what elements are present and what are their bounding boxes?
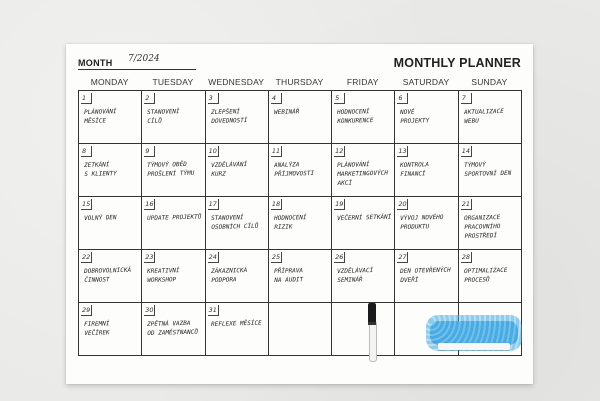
marker-cap bbox=[368, 303, 376, 323]
day-note: REFLEXE MĚSÍCE bbox=[210, 319, 262, 328]
day-cell bbox=[142, 303, 205, 356]
day-note: HODNOCENÍ RIZIK bbox=[273, 214, 307, 231]
day-number: 22 bbox=[82, 253, 91, 261]
day-number: 1 bbox=[81, 93, 92, 104]
day-cell bbox=[206, 91, 269, 144]
weekday-friday: FRIDAY bbox=[346, 77, 379, 87]
marker-ring bbox=[368, 322, 376, 325]
day-note: PLÁNOVÁNÍ MĚSÍCE bbox=[84, 108, 117, 125]
day-cell bbox=[332, 197, 395, 250]
planner-title: MONTHLY PLANNER bbox=[393, 56, 521, 70]
day-number: 28 bbox=[461, 253, 470, 261]
day-number: 11 bbox=[271, 147, 281, 155]
day-note: KREATIVNÍ WORKSHOP bbox=[147, 267, 180, 284]
day-cell bbox=[206, 303, 269, 356]
marker-barrel bbox=[369, 322, 377, 362]
day-note: PŘÍPRAVA NA AUDIT bbox=[273, 267, 304, 284]
day-cell bbox=[332, 250, 395, 303]
day-number: 16 bbox=[145, 200, 154, 208]
day-cell bbox=[206, 144, 269, 197]
day-number: 14 bbox=[461, 147, 470, 155]
day-cell bbox=[79, 91, 142, 144]
day-cell bbox=[269, 197, 332, 250]
day-note: KONTROLA FINANCÍ bbox=[400, 161, 430, 178]
day-number: 6 bbox=[397, 93, 408, 104]
day-note: ORGANIZACE PRACOVNÍHO PROSTŘEDÍ bbox=[463, 214, 501, 240]
day-number: 25 bbox=[271, 253, 281, 261]
day-number: 26 bbox=[335, 253, 344, 261]
whiteboard-eraser bbox=[426, 313, 522, 353]
day-note: TÝMOVÝ SPORTOVNÍ DEN bbox=[463, 161, 512, 178]
day-note: ZÁKAZNICKÁ PODPORA bbox=[210, 267, 247, 284]
day-note: ZPĚTNÁ VAZBA OD ZAMĚSTNANCŮ bbox=[147, 319, 199, 337]
day-cell bbox=[79, 144, 142, 197]
day-cell bbox=[79, 197, 142, 250]
day-note: VÝVOJ NOVÉHO PRODUKTU bbox=[400, 213, 444, 231]
day-number: 4 bbox=[271, 93, 282, 104]
day-cell bbox=[142, 91, 205, 144]
day-cell bbox=[79, 250, 142, 303]
day-cell bbox=[459, 91, 522, 144]
day-note: FIREMNÍ VEČÍREK bbox=[84, 320, 110, 337]
day-number: 23 bbox=[145, 253, 154, 261]
day-cell bbox=[269, 250, 332, 303]
day-number: 13 bbox=[398, 147, 407, 155]
day-number: 15 bbox=[82, 200, 91, 208]
day-cell bbox=[395, 250, 458, 303]
day-cell bbox=[332, 144, 395, 197]
day-note: HODNOCENÍ KONKURENCE bbox=[337, 108, 374, 125]
weekday-tuesday: TUESDAY bbox=[152, 77, 194, 87]
month-label: MONTH bbox=[78, 58, 113, 68]
day-number: 31 bbox=[208, 306, 217, 314]
day-note: OPTIMALIZACE PROCESŮ bbox=[463, 266, 508, 284]
day-number: 17 bbox=[208, 200, 217, 208]
weekday-monday: MONDAY bbox=[90, 77, 129, 87]
day-cell bbox=[395, 144, 458, 197]
day-note: VZDĚLÁVACÍ SEMINÁŘ bbox=[337, 267, 374, 284]
day-cell bbox=[269, 303, 332, 356]
day-note: DEN OTEVŘENÝCH DVEŘÍ bbox=[400, 266, 452, 284]
day-note bbox=[274, 319, 328, 320]
day-number: 12 bbox=[335, 147, 344, 155]
day-note: PLÁNOVÁNÍ MARKETINGOVÝCH AKCÍ bbox=[337, 161, 389, 187]
weekday-header-row bbox=[78, 77, 521, 87]
month-underline bbox=[78, 69, 196, 70]
day-number: 7 bbox=[461, 93, 472, 104]
day-number: 18 bbox=[271, 200, 281, 208]
day-number: 29 bbox=[82, 306, 91, 314]
weekday-wednesday: WEDNESDAY bbox=[208, 77, 265, 87]
day-cell bbox=[206, 197, 269, 250]
month-value: 7/2024 bbox=[128, 54, 160, 64]
eraser-base bbox=[438, 343, 510, 350]
weekday-saturday: SATURDAY bbox=[402, 77, 450, 87]
day-note: ANALÝZA PŘÍJMOVOSTI bbox=[273, 161, 315, 178]
day-number: 8 bbox=[81, 146, 92, 157]
day-note: WEBINÁŘ bbox=[273, 108, 300, 116]
day-cell bbox=[332, 303, 395, 356]
day-number: 20 bbox=[398, 200, 407, 208]
day-note: AKTUALIZACE WEBU bbox=[463, 107, 504, 125]
day-cell bbox=[459, 250, 522, 303]
day-note: STANOVENÍ OSOBNÍCH CÍLŮ bbox=[210, 214, 258, 231]
day-cell bbox=[142, 250, 205, 303]
day-note: VZDĚLÁVÁNÍ KURZ bbox=[210, 161, 247, 178]
day-note: STANOVENÍ CÍLŮ bbox=[147, 108, 180, 125]
day-note bbox=[337, 319, 391, 320]
weekday-sunday: SUNDAY bbox=[471, 77, 508, 87]
day-cell bbox=[206, 250, 269, 303]
day-note: ZETKÁNÍ S KLIENTY bbox=[84, 161, 117, 178]
day-note: ZLEPŠENÍ DOVEDNOSTÍ bbox=[210, 108, 248, 125]
day-note: VEČERNÍ SETKÁNÍ bbox=[337, 213, 392, 222]
day-number: 3 bbox=[208, 93, 219, 104]
day-number: 27 bbox=[398, 253, 407, 261]
day-number: 30 bbox=[145, 306, 154, 314]
day-cell bbox=[459, 144, 522, 197]
day-number: 5 bbox=[334, 93, 345, 104]
day-number: 2 bbox=[144, 93, 155, 104]
day-number: 9 bbox=[144, 146, 155, 157]
day-cell bbox=[142, 197, 205, 250]
day-cell bbox=[395, 197, 458, 250]
day-number: 10 bbox=[208, 147, 217, 155]
weekday-thursday: THURSDAY bbox=[275, 77, 324, 87]
day-number: 21 bbox=[461, 200, 470, 208]
day-number: 19 bbox=[335, 200, 344, 208]
day-number: 24 bbox=[208, 253, 217, 261]
day-note: NOVÉ PROJEKTY bbox=[400, 108, 430, 125]
day-cell bbox=[142, 144, 205, 197]
day-cell bbox=[332, 91, 395, 144]
day-note: UPDATE PROJEKTŮ bbox=[147, 213, 202, 222]
day-cell bbox=[459, 197, 522, 250]
day-note: VOLNÝ DEN bbox=[84, 214, 117, 222]
day-cell bbox=[395, 91, 458, 144]
day-cell bbox=[269, 91, 332, 144]
day-note: DOBROVOLNICKÁ ČINNOST bbox=[84, 266, 132, 284]
day-note: TÝMOVÝ OBĚD PROŠLENÍ TÝMU bbox=[147, 160, 195, 178]
day-cell bbox=[79, 303, 142, 356]
whiteboard-marker bbox=[368, 303, 376, 363]
day-cell bbox=[269, 144, 332, 197]
